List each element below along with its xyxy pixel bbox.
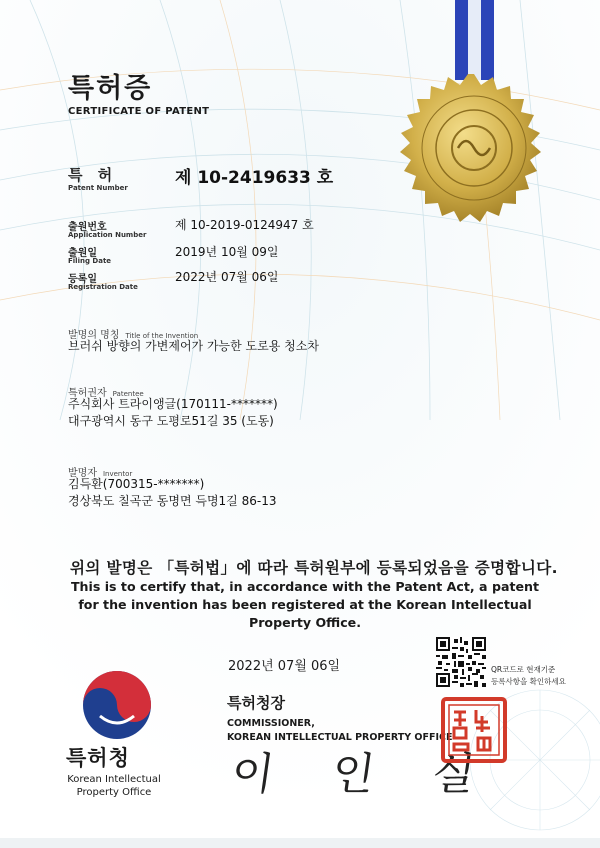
filing-date-label: 출원일 [68,248,97,259]
certification-statement-en: This is to certify that, in accordance with the Patent Act, a patent for the invention has been registered at the Korean Intellectual Property Office. [70,579,540,630]
patentee-label-en: Patentee [112,390,144,398]
office-name-en [62,773,166,799]
commissioner-signature: 이 인 실 [227,749,501,800]
commissioner-title-en-line1: COMMISSIONER, [227,718,315,729]
commissioner-title: 특허청장 [227,694,285,712]
invention-title-label-en: Title of the Invention [125,332,199,340]
official-red-stamp [440,696,508,764]
filing-date-label-en: Filing Date [68,257,112,265]
inventor-label: 발명자 [68,468,97,479]
inventor-name: 김득환(700315-*******) [68,477,205,491]
gold-seal [398,72,550,224]
office-name: 특허청 [66,746,130,770]
qr-instruction-line1: QR코드로 현재기준 [491,665,556,674]
office-name-en-line2: Property Office [76,787,152,798]
registration-date-value: 2022년 07월 06일 [175,270,279,284]
invention-title-value: 브러쉬 방향의 가변제어가 가능한 도로용 청소차 [68,339,319,353]
patentee-address: 대구광역시 동구 도평로51길 35 (도동) [68,414,274,428]
ribbon-stripe [468,0,481,80]
inventor-label-en: Inventor [102,470,133,478]
application-number-value: 제 10-2019-0124947 호 [175,218,314,232]
patent-number-label-en: Patent Number [68,184,128,192]
registration-date-label-en: Registration Date [68,283,138,291]
qr-instruction-line2: 등록사항을 확인하세요 [491,677,566,686]
issue-date: 2022년 07월 06일 [228,659,341,674]
application-number-label: 출원번호 [68,222,107,233]
qr-code[interactable] [436,637,486,687]
kipo-logo-icon [80,668,154,742]
patentee-name: 주식회사 트라이앵글(170111-*******) [68,397,278,411]
patent-number-value: 제 10-2419633 호 [175,168,334,188]
inventor-address: 경상북도 칠곡군 동명면 득명1길 86-13 [68,494,277,508]
filing-date-value: 2019년 10월 09일 [175,245,279,259]
registration-date-label: 등록일 [68,274,97,285]
certificate-title: 특허증 [68,73,153,104]
patent-number-label: 특 허 [68,166,118,184]
ribbon-stripe [481,0,494,80]
invention-title-label: 발명의 명칭 [68,330,120,341]
patentee-label: 특허권자 [68,388,107,399]
office-name-en-line1: Korean Intellectual [67,774,161,785]
certificate-title-en: CERTIFICATE OF PATENT [68,106,210,117]
qr-instruction [491,664,566,688]
certification-statement-ko: 위의 발명은 「특허법」에 따라 특허원부에 등록되었음을 증명합니다. [70,559,558,577]
commissioner-title-en-line2: KOREAN INTELLECTUAL PROPERTY OFFICE [227,732,453,743]
ribbon-stripe [455,0,468,80]
application-number-label-en: Application Number [68,231,147,239]
